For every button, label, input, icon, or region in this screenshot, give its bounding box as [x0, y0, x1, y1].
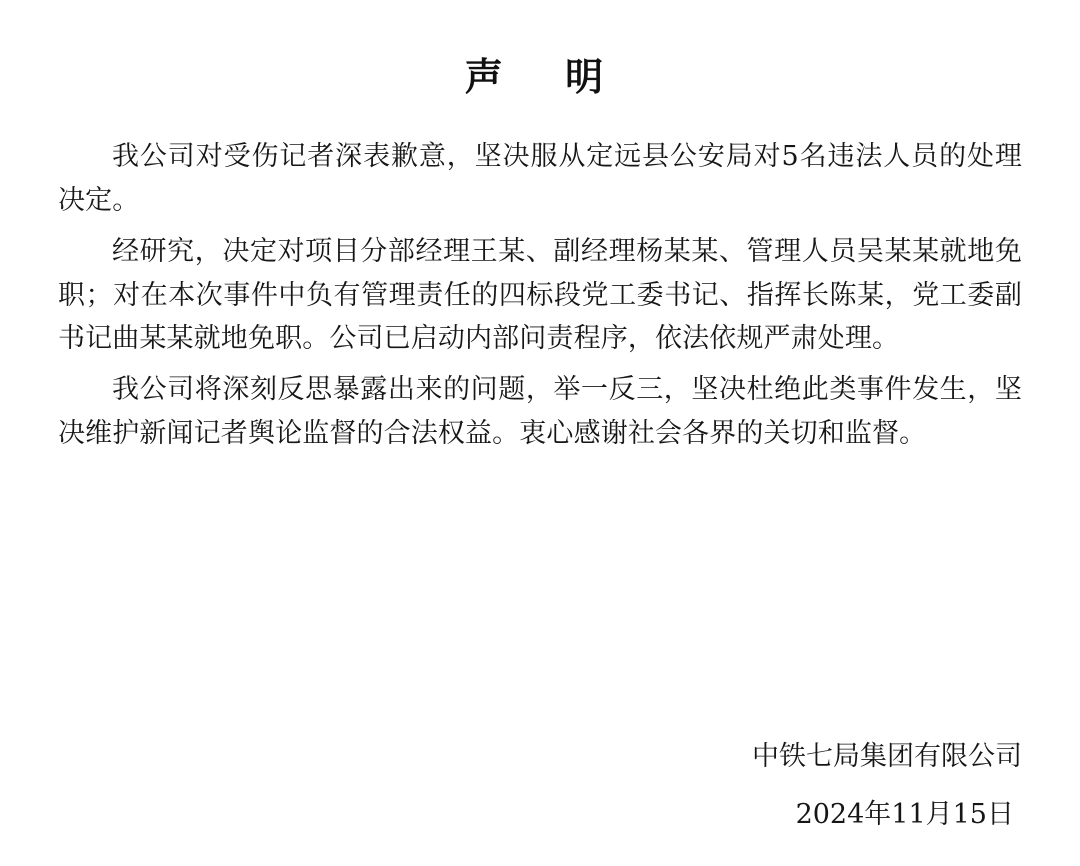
signature	[752, 736, 1022, 836]
paragraph-3: 我公司将深刻反思暴露出来的问题，举一反三，坚决杜绝此类事件发生，坚决维护新闻记者舆论监督的合法权益。衷心感谢社会各界的关切和监督。	[58, 374, 1022, 449]
signature-date: 2024年11月15日	[795, 799, 1014, 831]
signature-company: 中铁七局集团有限公司	[752, 741, 1022, 773]
document-page	[0, 52, 1080, 866]
paragraph-2: 经研究，决定对项目分部经理王某、副经理杨某某、管理人员吴某某就地免职；对在本次事件中负有管理责任的四标段党工委书记、指挥长陈某，党工委副书记曲某某就地免职。公司已启动内部问责程序，依法依规严肃处理。	[58, 235, 1022, 355]
document-body	[58, 135, 1022, 455]
paragraph-1: 我公司对受伤记者深表歉意，坚决服从定远县公安局对5名违法人员的处理决定。	[58, 141, 1022, 217]
page-title: 声 明	[464, 54, 616, 99]
